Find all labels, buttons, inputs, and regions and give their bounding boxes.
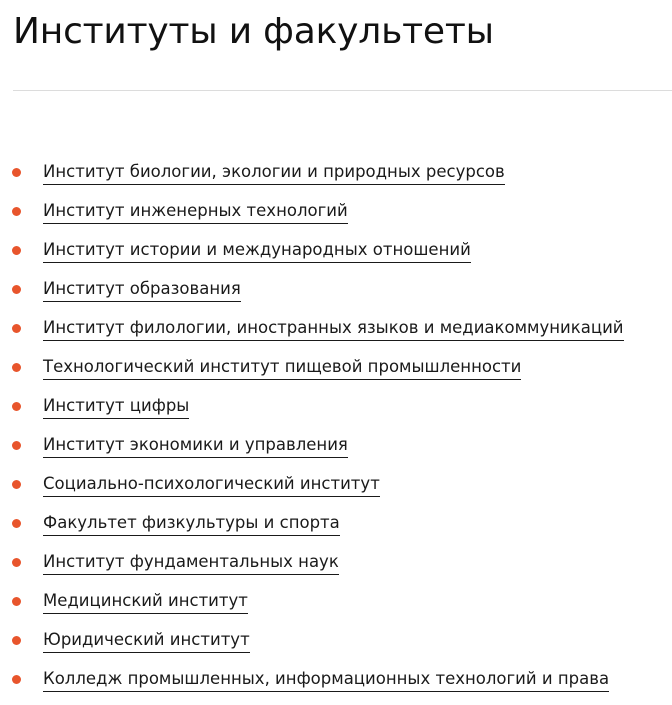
bullet-icon	[12, 285, 21, 294]
unit-link-engineering[interactable]: Институт инженерных технологий	[43, 200, 348, 224]
unit-link-law[interactable]: Юридический институт	[43, 629, 250, 653]
list-item	[0, 545, 672, 584]
bullet-icon	[12, 324, 21, 333]
unit-link-digital[interactable]: Институт цифры	[43, 395, 189, 419]
list-item	[0, 662, 672, 701]
list-item	[0, 233, 672, 272]
page-title: Институты и факультеты	[13, 11, 494, 52]
list-item	[0, 428, 672, 467]
unit-link-education[interactable]: Институт образования	[43, 278, 241, 302]
bullet-icon	[12, 441, 21, 450]
list-item	[0, 194, 672, 233]
unit-link-sports[interactable]: Факультет физкультуры и спорта	[43, 512, 340, 536]
unit-link-medical[interactable]: Медицинский институт	[43, 590, 248, 614]
unit-link-food-industry[interactable]: Технологический институт пищевой промышленности	[43, 356, 521, 380]
list-item	[0, 389, 672, 428]
bullet-icon	[12, 246, 21, 255]
unit-link-biology[interactable]: Институт биологии, экологии и природных ресурсов	[43, 161, 505, 185]
list-item	[0, 350, 672, 389]
bullet-icon	[12, 207, 21, 216]
unit-link-history[interactable]: Институт истории и международных отношений	[43, 239, 471, 263]
list-item	[0, 584, 672, 623]
bullet-icon	[12, 636, 21, 645]
list-item	[0, 623, 672, 662]
bullet-icon	[12, 597, 21, 606]
list-item	[0, 272, 672, 311]
bullet-icon	[12, 558, 21, 567]
unit-link-social-psychology[interactable]: Социально-психологический институт	[43, 473, 380, 497]
bullet-icon	[12, 402, 21, 411]
bullet-icon	[12, 675, 21, 684]
bullet-icon	[12, 168, 21, 177]
bullet-icon	[12, 480, 21, 489]
unit-link-fundamental-sciences[interactable]: Институт фундаментальных наук	[43, 551, 339, 575]
units-list	[0, 155, 672, 701]
bullet-icon	[12, 363, 21, 372]
unit-link-economics[interactable]: Институт экономики и управления	[43, 434, 348, 458]
list-item	[0, 467, 672, 506]
list-item	[0, 311, 672, 350]
unit-link-philology[interactable]: Институт филологии, иностранных языков и медиакоммуникаций	[43, 317, 624, 341]
list-item	[0, 506, 672, 545]
list-item	[0, 155, 672, 194]
title-divider	[13, 90, 672, 91]
unit-link-college[interactable]: Колледж промышленных, информационных технологий и права	[43, 668, 609, 692]
bullet-icon	[12, 519, 21, 528]
